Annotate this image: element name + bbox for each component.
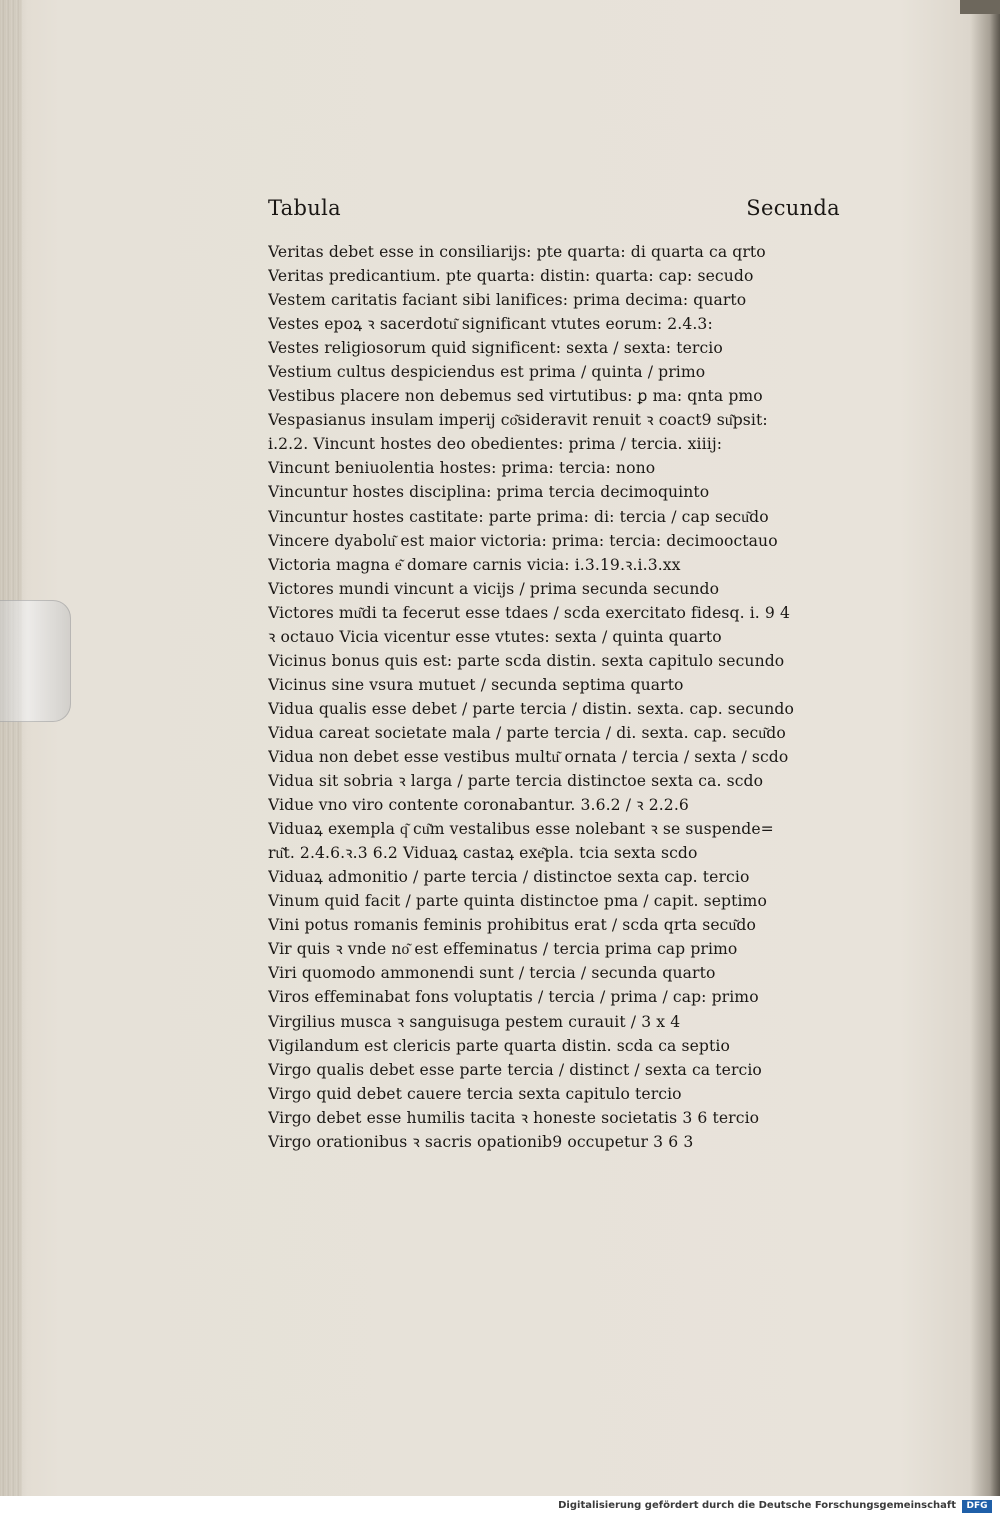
index-entry: Vinum quid facit / parte quinta distinctoe pma / capit. septimo	[268, 892, 767, 911]
page-stack-edge	[0, 0, 22, 1496]
index-entry: Virgo debet esse humilis tacita ꝛ honeste societatis 3 6 tercio	[268, 1108, 760, 1127]
header-left-title: Tabula	[268, 196, 341, 220]
index-entry: Victoria magna e͂ domare carnis vicia: i.3.19.ꝛ.i.3.xx	[268, 555, 681, 574]
header-right-title: Secunda	[746, 196, 840, 220]
index-entry: Vidua careat societate mala / parte tercia / di. sexta. cap. secu͂do	[268, 723, 786, 742]
index-entry: Viri quomodo ammonendi sunt / tercia / secunda quarto	[268, 964, 716, 983]
dfg-logo: DFG	[962, 1500, 992, 1513]
index-entry: Vincuntur hostes disciplina: prima tercia decimoquinto	[268, 483, 710, 502]
index-entry: Vestes religiosorum quid significent: sexta / sexta: tercio	[268, 339, 723, 358]
index-entry: Virgilius musca ꝛ sanguisuga pestem curauit / 3 x 4	[268, 1012, 681, 1031]
index-entry: Vincuntur hostes castitate: parte prima: di: tercia / cap secu͂do	[268, 507, 769, 526]
index-entry: Viduaꝝ admonitio / parte tercia / distinctoe sexta cap. tercio	[268, 868, 750, 887]
index-entry: Vicinus sine vsura mutuet / secunda septima quarto	[268, 675, 684, 694]
index-entry: ꝛ octauo Vicia vicentur esse vtutes: sexta / quinta quarto	[268, 627, 722, 646]
index-entry: Vicinus bonus quis est: parte scda distin. sexta capitulo secundo	[268, 651, 785, 670]
index-entry: Vidue vno viro contente coronabantur. 3.6.2 / ꝛ 2.2.6	[268, 796, 689, 815]
index-entry: Vestes epoꝝ ꝛ sacerdotu͂ significant vtutes eorum: 2.4.3:	[268, 315, 713, 334]
index-entry: Virgo quid debet cauere tercia sexta capitulo tercio	[268, 1084, 682, 1103]
index-entry: ru͂t. 2.4.6.ꝛ.3 6.2 Viduaꝝ castaꝝ exe͂pla. tcia sexta scdo	[268, 844, 698, 863]
index-entry: Vestium cultus despiciendus est prima / quinta / primo	[268, 363, 706, 382]
index-entry: Vespasianus insulam imperij co͂sideravit renuit ꝛ coact9 su͂psit:	[268, 411, 768, 430]
footer-bar	[0, 1496, 1000, 1518]
index-entry: Victores mundi vincunt a vicijs / prima secunda secundo	[268, 579, 720, 598]
index-entry: Virgo orationibus ꝛ sacris opationib9 occupetur 3 6 3	[268, 1132, 694, 1151]
binding-corner	[960, 0, 1000, 14]
index-entry: Vestem caritatis faciant sibi lanifices: prima decima: quarto	[268, 291, 747, 310]
index-entry: Victores mu͂di ta fecerut esse tdaes / scda exercitato fidesq. i. 9 4	[268, 603, 791, 622]
page-gutter-shadow	[970, 0, 1000, 1496]
index-entry: Viros effeminabat fons voluptatis / tercia / prima / cap: primo	[268, 988, 759, 1007]
index-entry: Virgo qualis debet esse parte tercia / distinct / sexta ca tercio	[268, 1060, 762, 1079]
index-entry: Viduaꝝ exempla q͂ cu͂m vestalibus esse nolebant ꝛ se suspende=	[268, 820, 774, 839]
index-entry: Vincere dyabolu͂ est maior victoria: prima: tercia: decimooctauo	[268, 531, 778, 550]
index-entry: Vini potus romanis feminis prohibitus erat / scda qrta secu͂do	[268, 916, 756, 935]
index-entry-list	[268, 240, 848, 1154]
funding-credit: Digitalisierung gefördert durch die Deutsche Forschungsgemeinschaft	[558, 1500, 956, 1511]
index-entry: Vestibus placere non debemus sed virtutibus: ꝑ ma: qnta pmo	[268, 387, 763, 406]
index-entry: i.2.2. Vincunt hostes deo obedientes: prima / tercia. xiiij:	[268, 435, 723, 454]
index-entry: Veritas debet esse in consiliarijs: pte quarta: di quarta ca qrto	[268, 243, 766, 261]
index-entry: Vigilandum est clericis parte quarta distin. scda ca septio	[268, 1036, 730, 1055]
running-header	[268, 196, 840, 226]
index-entry: Vidua sit sobria ꝛ larga / parte tercia distinctoe sexta ca. scdo	[268, 772, 764, 791]
index-entry: Veritas predicantium. pte quarta: distin: quarta: cap: secudo	[268, 267, 754, 286]
page-clip	[0, 600, 71, 722]
index-entry: Vidua non debet esse vestibus multu͂ ornata / tercia / sexta / scdo	[268, 747, 789, 766]
index-entry: Vincunt beniuolentia hostes: prima: tercia: nono	[268, 459, 656, 478]
index-entry: Vir quis ꝛ vnde no͂ est effeminatus / tercia prima cap primo	[268, 940, 738, 959]
index-entry: Vidua qualis esse debet / parte tercia / distin. sexta. cap. secundo	[268, 699, 794, 718]
